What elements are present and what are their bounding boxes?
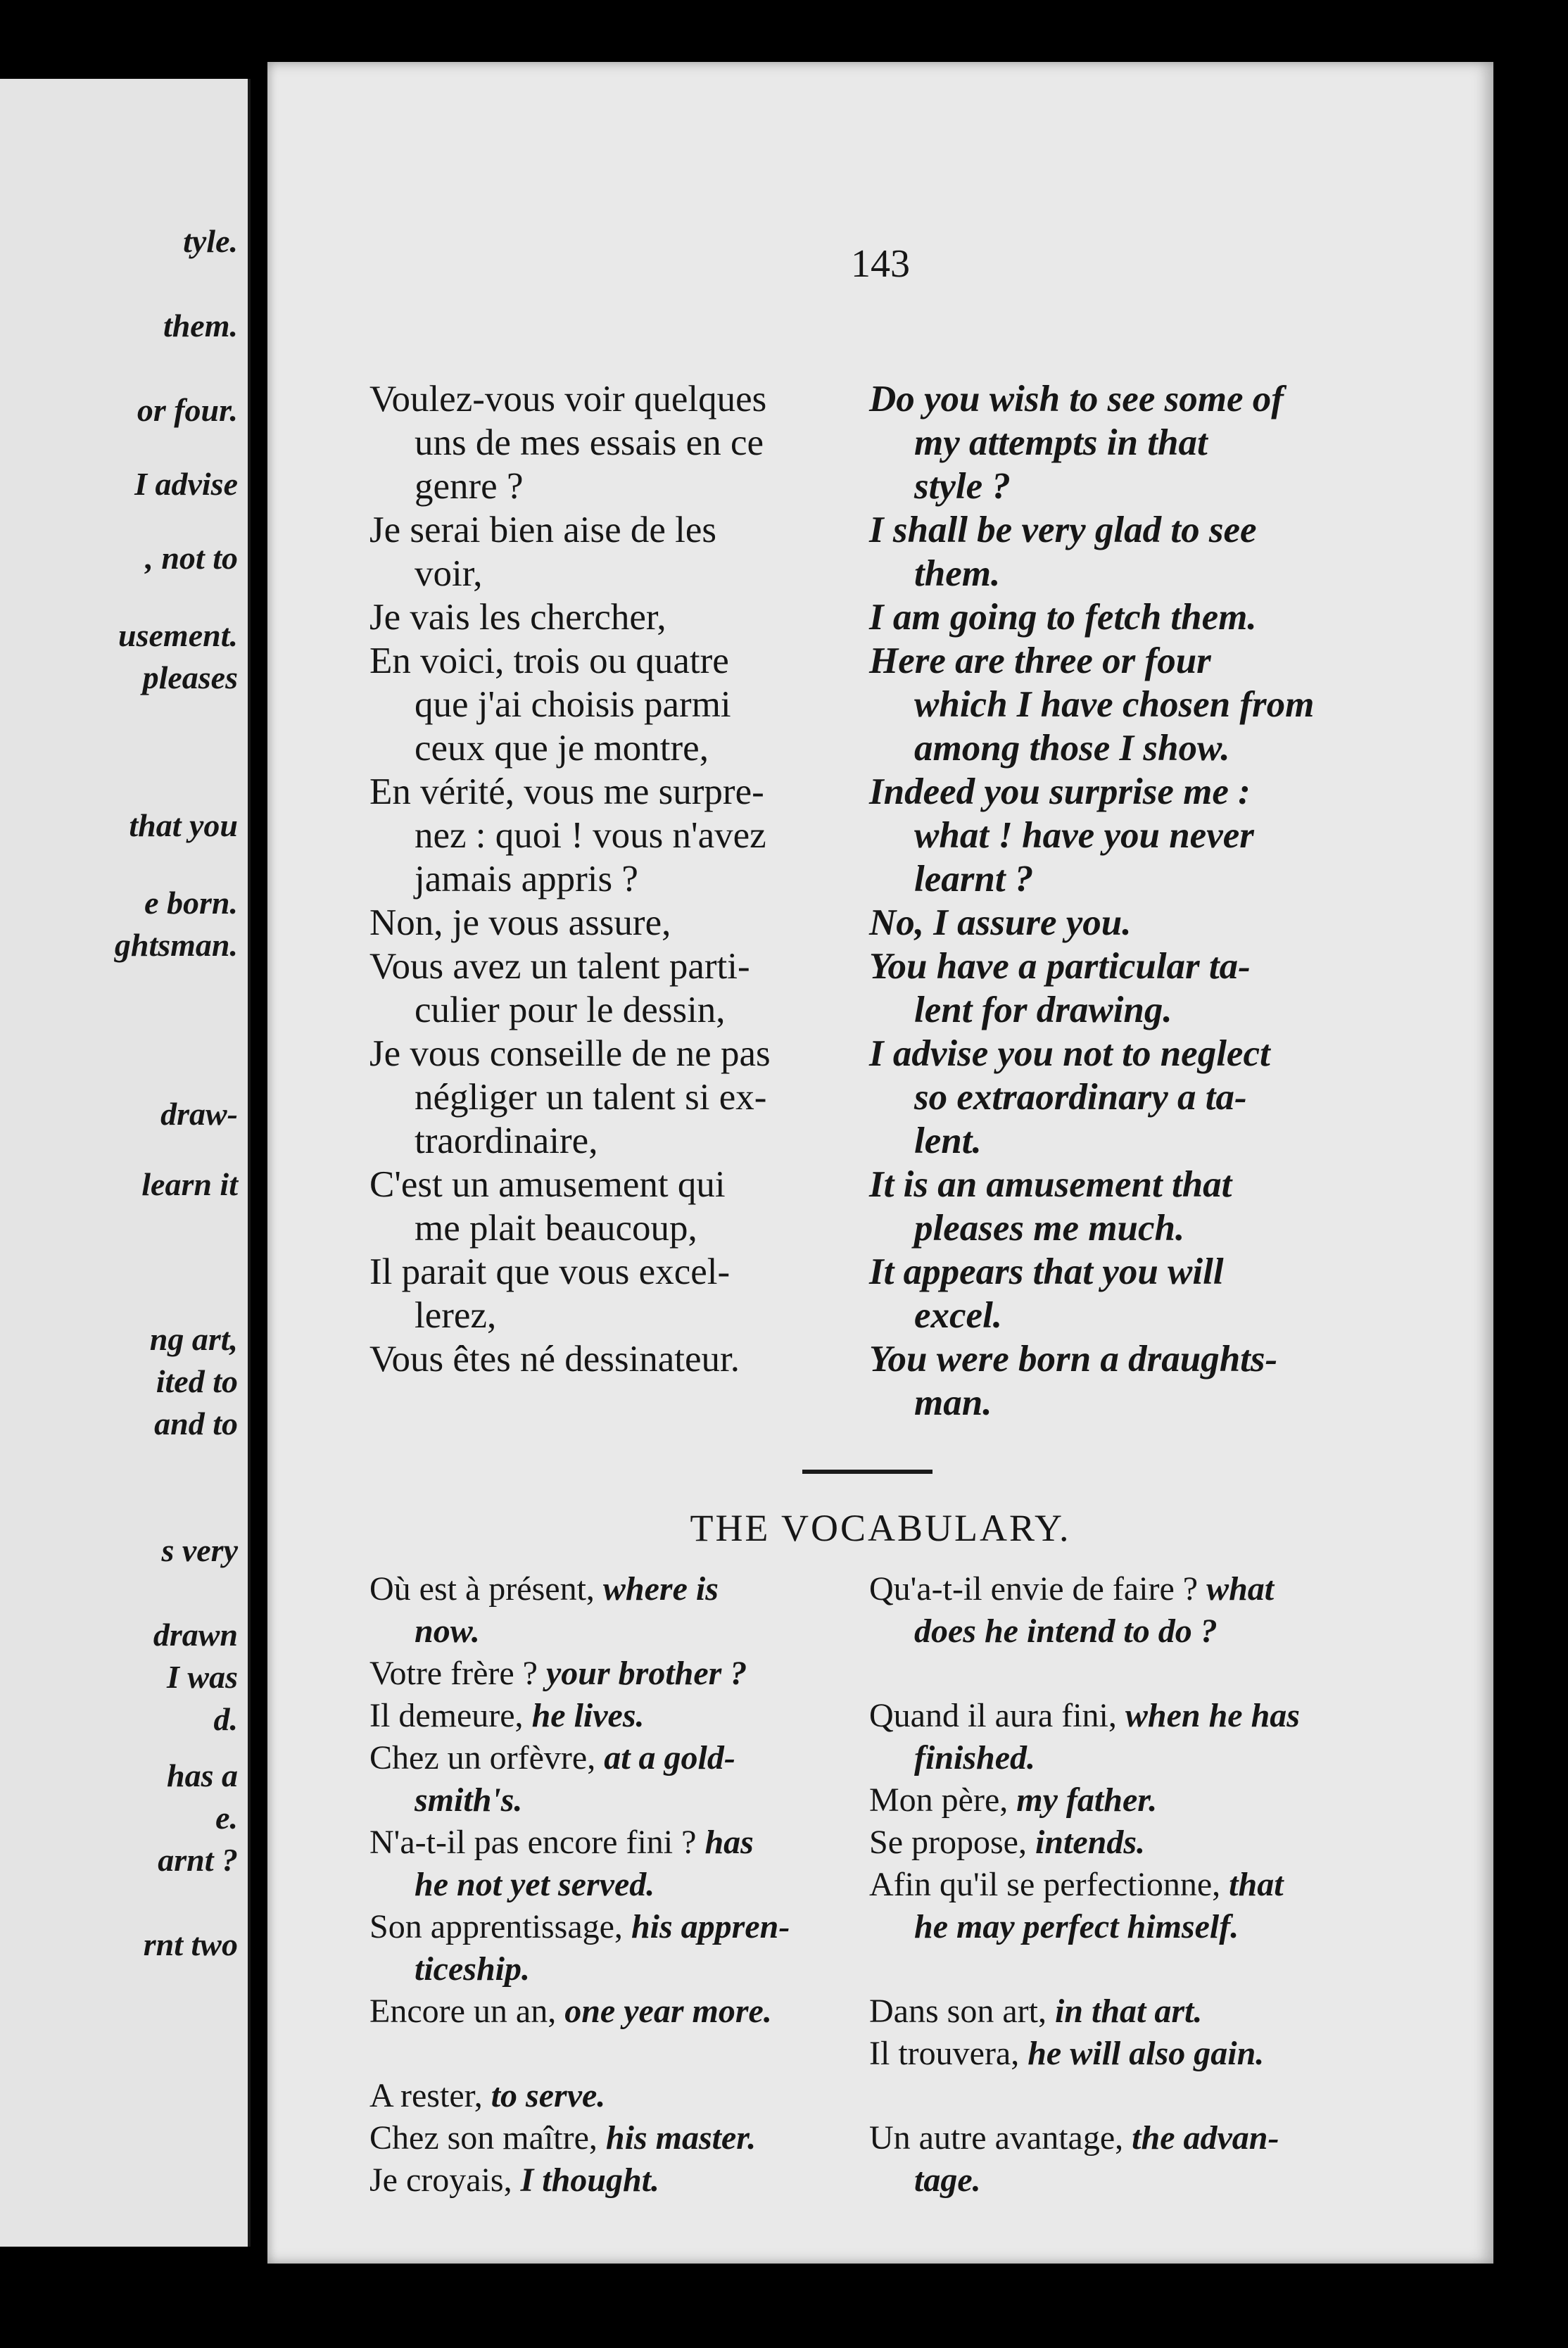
vocabulary-english: one year more. bbox=[564, 1993, 772, 2030]
english-line: man. bbox=[914, 1382, 992, 1423]
facing-page-line: ited to bbox=[156, 1363, 238, 1399]
english-line: Indeed you surprise me : bbox=[869, 771, 1251, 812]
vocabulary-french: Chez un orfèvre, bbox=[369, 1739, 596, 1776]
vocabulary-entry bbox=[869, 1990, 1429, 2033]
facing-page-line: s very bbox=[161, 1532, 238, 1568]
french-line bbox=[369, 1381, 869, 1425]
english-translation bbox=[869, 1337, 1429, 1425]
vocabulary-spacer bbox=[869, 2075, 1429, 2117]
facing-page-line: them. bbox=[163, 308, 238, 343]
french-text bbox=[369, 1163, 869, 1250]
english-translation bbox=[869, 639, 1429, 770]
dialogue-row bbox=[369, 377, 1429, 508]
vocabulary-entry bbox=[869, 1822, 1429, 1864]
facing-page-line: and to bbox=[154, 1406, 238, 1441]
english-translation bbox=[869, 901, 1429, 945]
dialogue-row bbox=[369, 595, 1429, 639]
vocabulary-french: Votre frère ? bbox=[369, 1655, 538, 1692]
french-text bbox=[369, 377, 869, 508]
vocabulary-english: to serve. bbox=[491, 2077, 606, 2114]
vocabulary-english-continued: finished. bbox=[914, 1739, 1036, 1776]
french-line: négliger un talent si ex- bbox=[415, 1077, 767, 1118]
facing-page-line: I was bbox=[167, 1659, 238, 1695]
french-line: En vérité, vous me surpre- bbox=[369, 771, 764, 812]
dialogue-row bbox=[369, 508, 1429, 595]
english-line: lent for drawing. bbox=[914, 990, 1172, 1030]
facing-page-line: learn it bbox=[141, 1166, 238, 1202]
vocabulary-entry bbox=[869, 2117, 1429, 2202]
dialogue-row bbox=[369, 1337, 1429, 1425]
french-text bbox=[369, 595, 869, 639]
vocabulary-french: Se propose, bbox=[869, 1824, 1027, 1861]
vocabulary-english: what bbox=[1206, 1570, 1275, 1608]
english-line: what ! have you never bbox=[914, 815, 1254, 856]
facing-page-line: ng art, bbox=[149, 1321, 238, 1357]
vocabulary-french: Quand il aura fini, bbox=[869, 1697, 1117, 1734]
facing-page-line: e. bbox=[215, 1800, 238, 1836]
vocabulary-column-right bbox=[869, 1568, 1429, 2202]
vocabulary-english-continued: he not yet served. bbox=[415, 1866, 655, 1903]
vocabulary-entry bbox=[869, 1779, 1429, 1822]
english-translation bbox=[869, 1250, 1429, 1337]
vocabulary-section bbox=[369, 1568, 1429, 2202]
page-number: 143 bbox=[851, 242, 910, 286]
vocabulary-title: THE VOCABULARY. bbox=[690, 1507, 1071, 1549]
english-line: Here are three or four bbox=[869, 640, 1211, 681]
dialogue-section bbox=[369, 377, 1429, 1425]
french-line: Je serai bien aise de les bbox=[369, 510, 716, 550]
dialogue-row bbox=[369, 901, 1429, 945]
vocabulary-entry bbox=[369, 1737, 869, 1822]
french-text bbox=[369, 1032, 869, 1163]
english-line: I am going to fetch them. bbox=[869, 597, 1257, 638]
vocabulary-english: I thought. bbox=[520, 2161, 660, 2199]
french-line: C'est un amusement qui bbox=[369, 1164, 726, 1205]
english-line: I shall be very glad to see bbox=[869, 510, 1257, 550]
dialogue-row bbox=[369, 945, 1429, 1032]
french-line: nez : quoi ! vous n'avez bbox=[415, 815, 766, 856]
vocabulary-english: where is bbox=[602, 1570, 719, 1608]
vocabulary-spacer bbox=[869, 1948, 1429, 1990]
english-translation bbox=[869, 1032, 1429, 1163]
vocabulary-french: Je croyais, bbox=[369, 2161, 512, 2199]
french-text bbox=[369, 901, 869, 945]
french-text bbox=[369, 639, 869, 770]
facing-page-line: d. bbox=[213, 1701, 238, 1737]
french-line: me plait beaucoup, bbox=[415, 1208, 697, 1249]
vocabulary-english: he will also gain. bbox=[1028, 2035, 1265, 2072]
vocabulary-french: Son apprentissage, bbox=[369, 1908, 623, 1945]
english-line: style ? bbox=[914, 466, 1011, 507]
french-line: voir, bbox=[415, 553, 483, 594]
french-text bbox=[369, 1250, 869, 1337]
vocabulary-french: Il demeure, bbox=[369, 1697, 524, 1734]
dialogue-row bbox=[369, 770, 1429, 901]
french-line: lerez, bbox=[415, 1295, 497, 1336]
french-text bbox=[369, 1337, 869, 1425]
vocabulary-spacer bbox=[869, 1653, 1429, 1695]
vocabulary-english: he lives. bbox=[531, 1697, 645, 1734]
english-line: them. bbox=[914, 553, 1001, 594]
facing-page-line: has a bbox=[167, 1757, 238, 1793]
french-line: culier pour le dessin, bbox=[415, 990, 726, 1030]
vocabulary-english-continued: tage. bbox=[914, 2161, 981, 2199]
dialogue-row bbox=[369, 1032, 1429, 1163]
dialogue-row bbox=[369, 1250, 1429, 1337]
french-text bbox=[369, 945, 869, 1032]
facing-page-line: I advise bbox=[134, 466, 238, 502]
vocabulary-entry bbox=[369, 1568, 869, 1653]
french-line: uns de mes essais en ce bbox=[415, 422, 764, 463]
vocabulary-french: N'a-t-il pas encore fini ? bbox=[369, 1824, 697, 1861]
french-line: jamais appris ? bbox=[415, 859, 638, 900]
vocabulary-english-continued: does he intend to do ? bbox=[914, 1612, 1218, 1650]
facing-page-line: or four. bbox=[137, 392, 238, 428]
facing-page-fragment bbox=[0, 79, 251, 2247]
french-text bbox=[369, 770, 869, 901]
vocabulary-entry bbox=[369, 1990, 869, 2033]
vocabulary-entry bbox=[369, 1822, 869, 1906]
vocabulary-column-left bbox=[369, 1568, 869, 2202]
french-line: Non, je vous assure, bbox=[369, 902, 671, 943]
book-page bbox=[267, 62, 1493, 2264]
facing-page-line: , not to bbox=[145, 540, 238, 576]
english-line: I advise you not to neglect bbox=[869, 1033, 1270, 1074]
english-line: which I have chosen from bbox=[914, 684, 1315, 725]
facing-page-line: pleases bbox=[142, 659, 238, 695]
vocabulary-english: your brother ? bbox=[545, 1655, 747, 1692]
vocabulary-english-continued: smith's. bbox=[415, 1781, 523, 1819]
vocabulary-english: when he has bbox=[1125, 1697, 1300, 1734]
vocabulary-english: the advan- bbox=[1132, 2119, 1279, 2157]
english-translation bbox=[869, 770, 1429, 901]
french-line: Voulez-vous voir quelques bbox=[369, 379, 767, 419]
vocabulary-english: intends. bbox=[1035, 1824, 1146, 1861]
facing-page-line: that you bbox=[129, 807, 238, 843]
english-line: excel. bbox=[914, 1295, 1003, 1336]
vocabulary-english: at a gold- bbox=[604, 1739, 735, 1776]
vocabulary-english-continued: ticeship. bbox=[415, 1950, 530, 1988]
french-line: ceux que je montre, bbox=[415, 728, 709, 769]
english-line: my attempts in that bbox=[914, 422, 1208, 463]
vocabulary-french: Dans son art, bbox=[869, 1993, 1047, 2030]
english-line: It appears that you will bbox=[869, 1251, 1224, 1292]
english-translation bbox=[869, 1163, 1429, 1250]
english-translation bbox=[869, 945, 1429, 1032]
section-divider bbox=[802, 1470, 932, 1474]
vocabulary-entry bbox=[869, 1568, 1429, 1653]
english-translation bbox=[869, 508, 1429, 595]
vocabulary-english: my father. bbox=[1016, 1781, 1158, 1819]
french-line: genre ? bbox=[415, 466, 524, 507]
english-line: among those I show. bbox=[914, 728, 1230, 769]
vocabulary-entry bbox=[369, 1695, 869, 1737]
vocabulary-french: A rester, bbox=[369, 2077, 483, 2114]
english-line: Do you wish to see some of bbox=[869, 379, 1284, 419]
french-line: Je vous conseille de ne pas bbox=[369, 1033, 771, 1074]
vocabulary-entry bbox=[369, 1906, 869, 1990]
vocabulary-english: his master. bbox=[605, 2119, 757, 2157]
vocabulary-entry bbox=[369, 1653, 869, 1695]
vocabulary-entry bbox=[869, 2033, 1429, 2075]
english-line: pleases me much. bbox=[914, 1208, 1185, 1249]
facing-page-line: usement. bbox=[118, 617, 238, 653]
vocabulary-english-continued: he may perfect himself. bbox=[914, 1908, 1239, 1945]
vocabulary-entry bbox=[369, 2075, 869, 2117]
facing-page-line: drawn bbox=[153, 1617, 238, 1653]
vocabulary-spacer bbox=[369, 2033, 869, 2075]
french-text bbox=[369, 508, 869, 595]
english-line: learnt ? bbox=[914, 859, 1034, 900]
vocabulary-french: Encore un an, bbox=[369, 1993, 557, 2030]
english-line: lent. bbox=[914, 1121, 982, 1161]
dialogue-row bbox=[369, 1163, 1429, 1250]
vocabulary-entry bbox=[869, 1864, 1429, 1948]
vocabulary-french: Chez son maître, bbox=[369, 2119, 598, 2157]
french-line: que j'ai choisis parmi bbox=[415, 684, 731, 725]
english-line: No, I assure you. bbox=[869, 902, 1132, 943]
french-line: traordinaire, bbox=[415, 1121, 598, 1161]
vocabulary-french: Il trouvera, bbox=[869, 2035, 1020, 2072]
french-line: Vous êtes né dessinateur. bbox=[369, 1339, 740, 1380]
vocabulary-french: Un autre avantage, bbox=[869, 2119, 1124, 2157]
dialogue-row bbox=[369, 639, 1429, 770]
vocabulary-french: Mon père, bbox=[869, 1781, 1009, 1819]
french-line: Vous avez un talent parti- bbox=[369, 946, 750, 987]
french-line: Il parait que vous excel- bbox=[369, 1251, 731, 1292]
facing-page-line: e born. bbox=[144, 885, 238, 921]
vocabulary-french: Où est à présent, bbox=[369, 1570, 595, 1608]
vocabulary-entry bbox=[369, 2117, 869, 2159]
facing-page-line: rnt two bbox=[143, 1926, 238, 1962]
facing-page-line: arnt ? bbox=[158, 1842, 238, 1878]
vocabulary-french: Afin qu'il se perfectionne, bbox=[869, 1866, 1221, 1903]
english-translation bbox=[869, 377, 1429, 508]
vocabulary-french: Qu'a-t-il envie de faire ? bbox=[869, 1570, 1199, 1608]
vocabulary-english-continued: now. bbox=[415, 1612, 480, 1650]
english-line: You were born a draughts- bbox=[869, 1339, 1278, 1380]
facing-page-line: tyle. bbox=[183, 223, 238, 259]
french-line: En voici, trois ou quatre bbox=[369, 640, 729, 681]
english-line: You have a particular ta- bbox=[869, 946, 1251, 987]
vocabulary-english: his appren- bbox=[631, 1908, 790, 1945]
vocabulary-entry bbox=[869, 1695, 1429, 1779]
english-line: so extraordinary a ta- bbox=[914, 1077, 1247, 1118]
french-line: Je vais les chercher, bbox=[369, 597, 666, 638]
vocabulary-english: has bbox=[704, 1824, 754, 1861]
english-line: It is an amusement that bbox=[869, 1164, 1232, 1205]
vocabulary-entry bbox=[369, 2159, 869, 2202]
vocabulary-english: in that art. bbox=[1054, 1993, 1203, 2030]
facing-page-line: draw- bbox=[160, 1096, 238, 1132]
facing-page-line: ghtsman. bbox=[114, 927, 238, 963]
english-translation bbox=[869, 595, 1429, 639]
vocabulary-english: that bbox=[1229, 1866, 1284, 1903]
